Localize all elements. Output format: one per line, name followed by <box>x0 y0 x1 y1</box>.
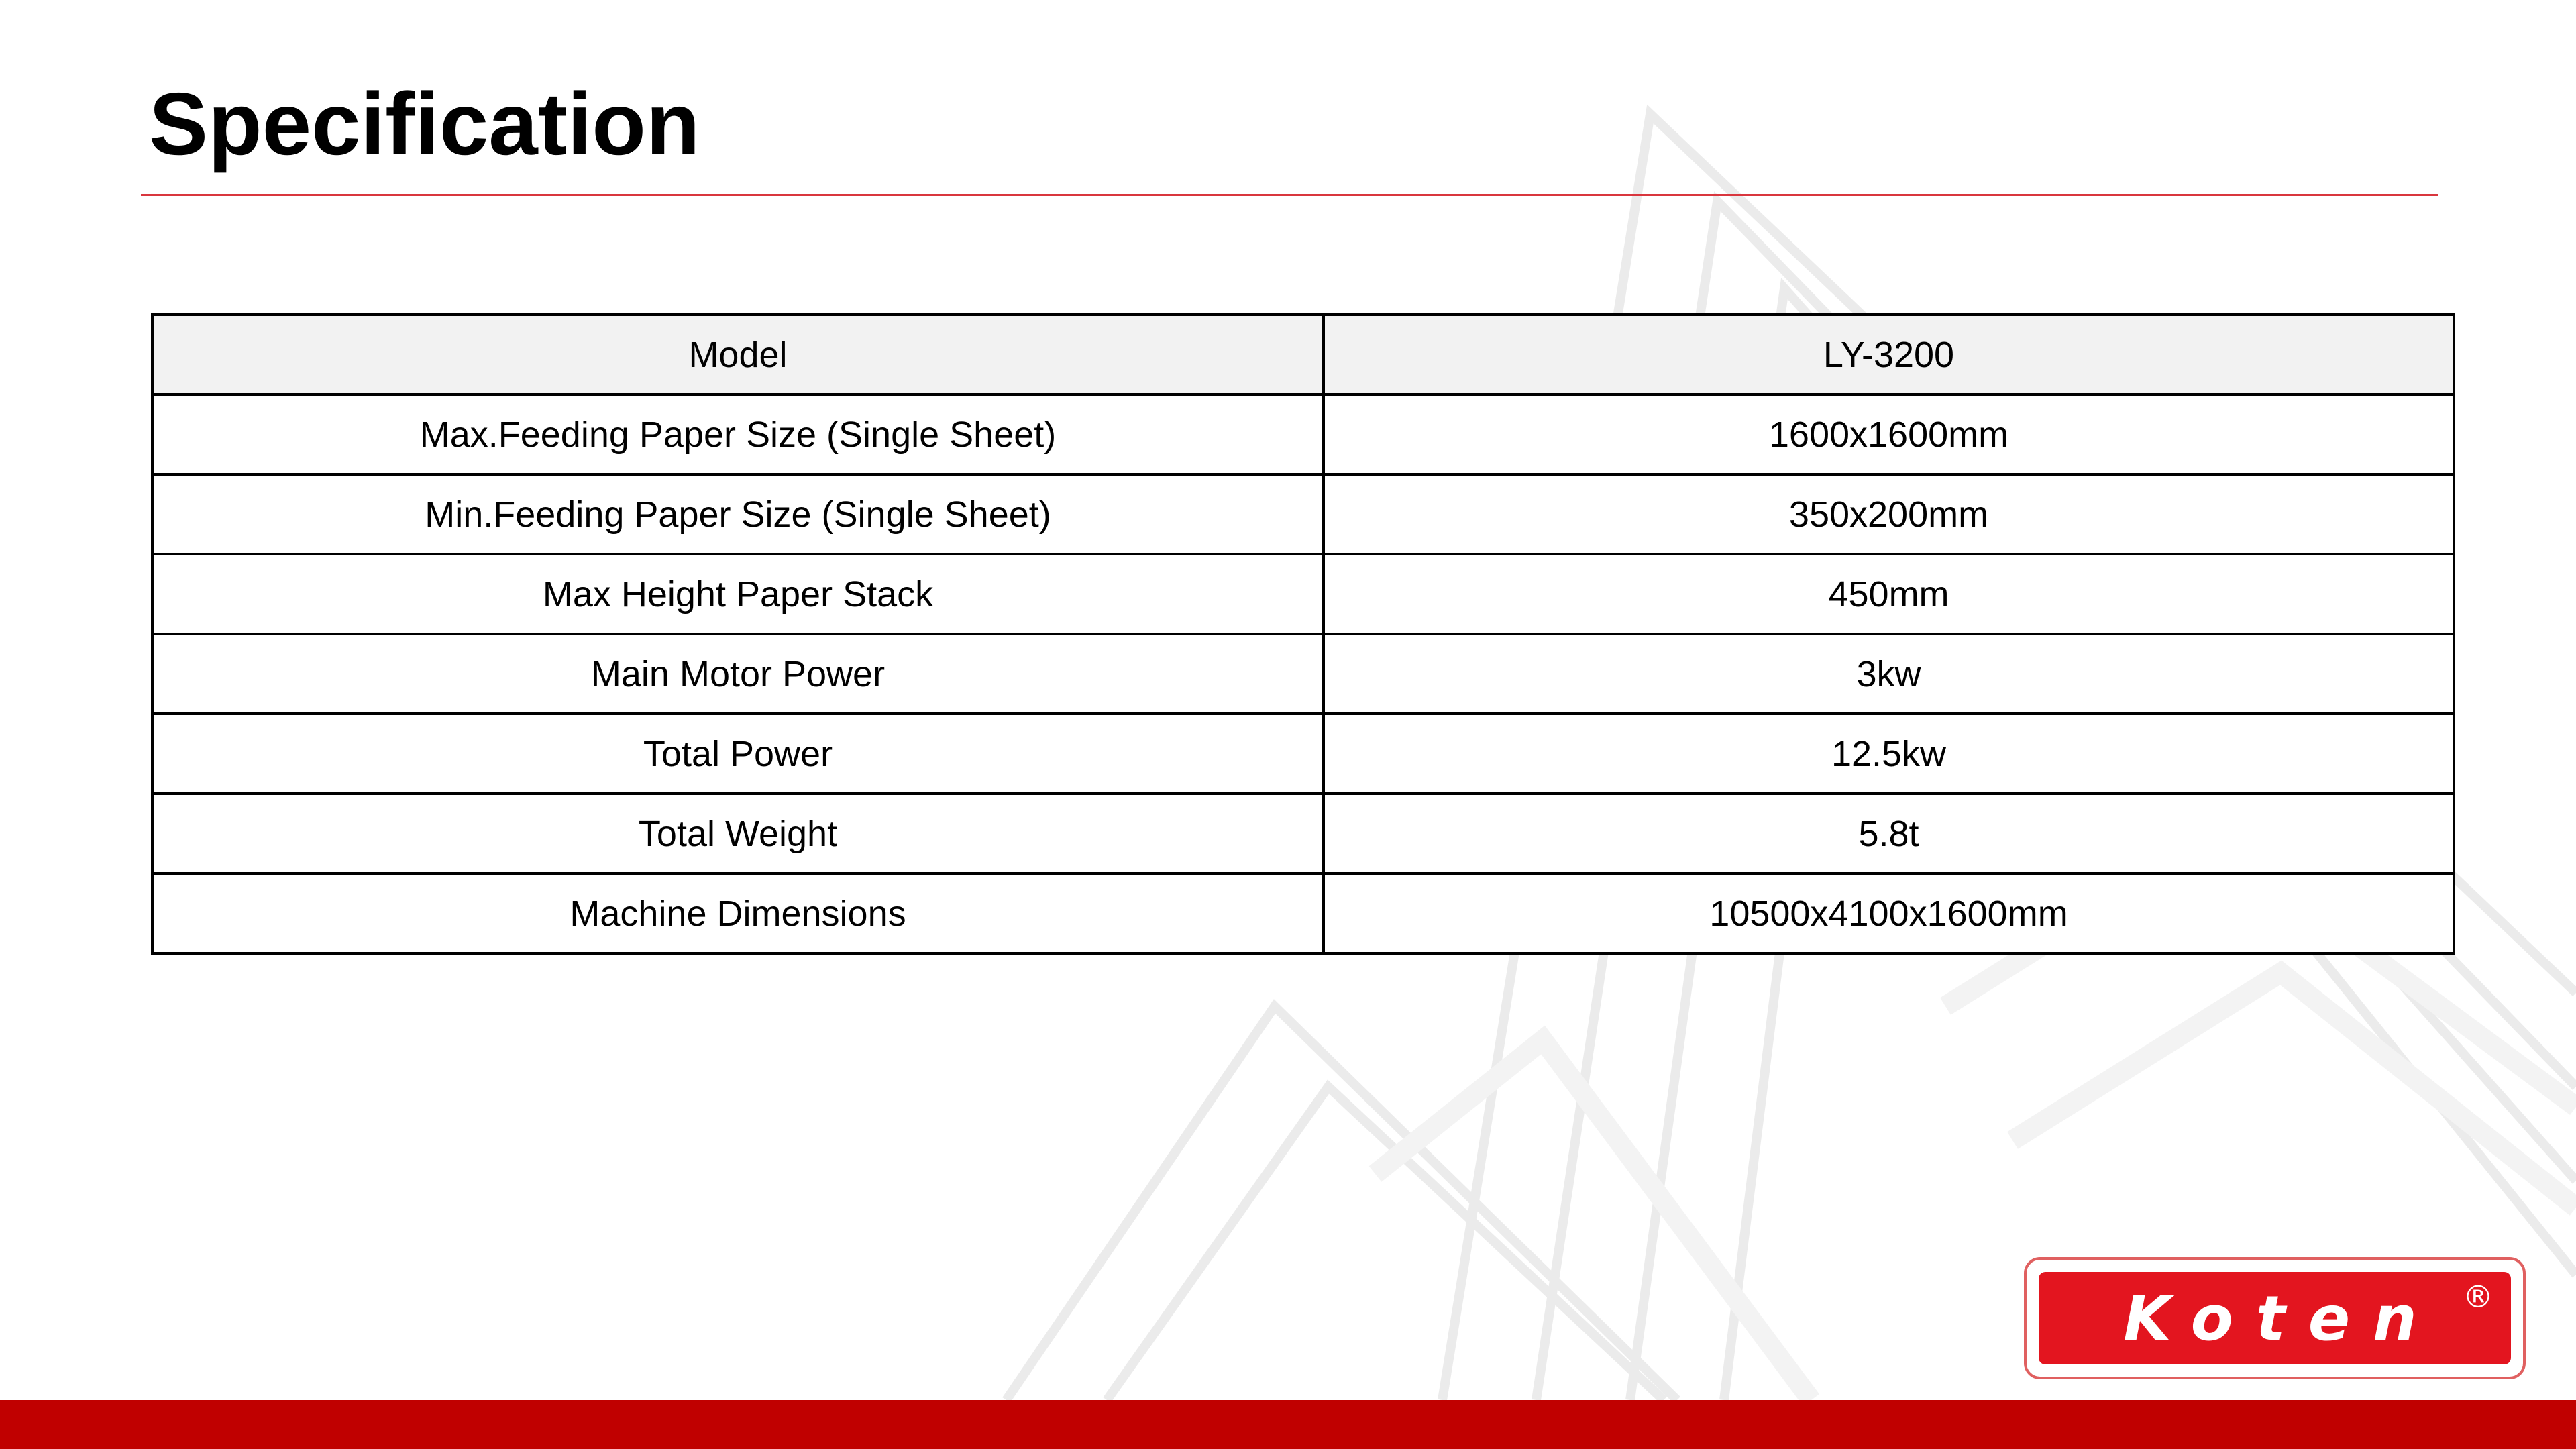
spec-label-cell: Max.Feeding Paper Size (Single Sheet) <box>152 394 1324 474</box>
header-label-cell: Model <box>152 315 1324 394</box>
spec-label-cell: Total Power <box>152 714 1324 794</box>
spec-value-cell: 450mm <box>1324 554 2454 634</box>
table-row <box>152 554 2454 634</box>
spec-label-cell: Main Motor Power <box>152 634 1324 714</box>
logo-text: Koten <box>2123 1282 2440 1354</box>
spec-label-cell: Min.Feeding Paper Size (Single Sheet) <box>152 474 1324 554</box>
spec-label-cell: Total Weight <box>152 794 1324 873</box>
specification-table <box>151 313 2455 955</box>
table-row <box>152 394 2454 474</box>
table-row <box>152 714 2454 794</box>
spec-value-cell: 10500x4100x1600mm <box>1324 873 2454 953</box>
spec-value-cell: 5.8t <box>1324 794 2454 873</box>
spec-label-cell: Machine Dimensions <box>152 873 1324 953</box>
spec-value-cell: 3kw <box>1324 634 2454 714</box>
table-header-row <box>152 315 2454 394</box>
table-row <box>152 634 2454 714</box>
koten-logo <box>2024 1257 2526 1379</box>
registered-mark-icon: ® <box>2463 1279 2493 1315</box>
spec-label-cell: Max Height Paper Stack <box>152 554 1324 634</box>
spec-value-cell: 350x200mm <box>1324 474 2454 554</box>
title-divider <box>141 194 2438 196</box>
spec-value-cell: 12.5kw <box>1324 714 2454 794</box>
logo-badge <box>2039 1272 2511 1364</box>
table-row <box>152 873 2454 953</box>
table-row <box>152 794 2454 873</box>
spec-value-cell: 1600x1600mm <box>1324 394 2454 474</box>
footer-accent-bar <box>0 1400 2576 1449</box>
table-row <box>152 474 2454 554</box>
header-value-cell: LY-3200 <box>1324 315 2454 394</box>
page-title: Specification <box>149 74 700 173</box>
